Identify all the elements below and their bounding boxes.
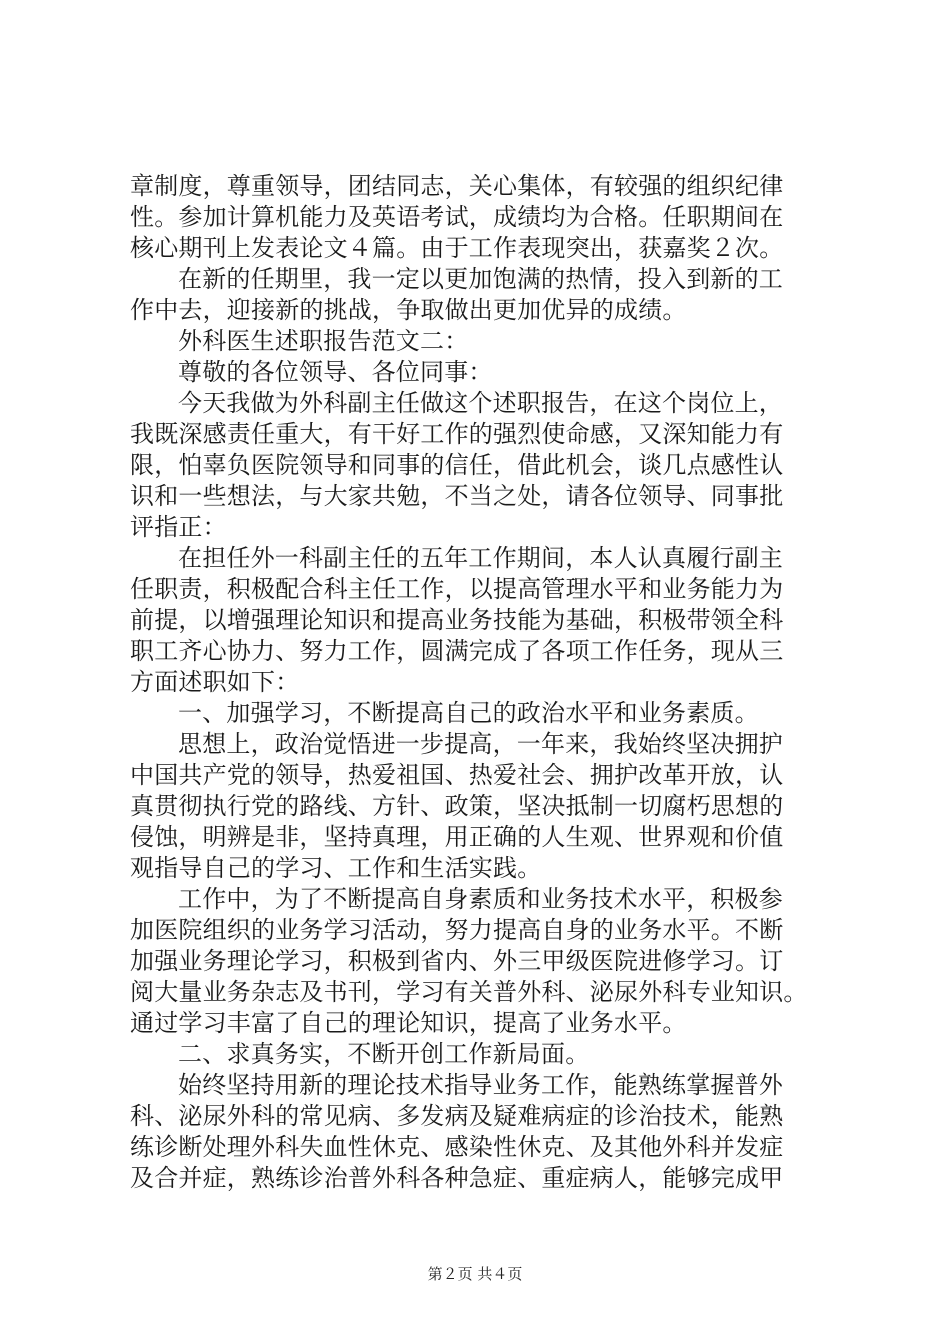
page-footer: 第２页 共４页	[427, 1265, 523, 1283]
text-line: 及合并症，熟练诊治普外科各种急症、重症病人，能够完成甲	[130, 1164, 784, 1192]
text-line: 阅大量业务杂志及书刊，学习有关普外科、泌尿外科专业知识。	[130, 978, 808, 1006]
text-line: 尊敬的各位领导、各位同事：	[178, 358, 493, 386]
text-line: 识和一些想法，与大家共勉，不当之处，请各位领导、同事批	[130, 482, 784, 510]
text-line: 限，怕辜负医院领导和同事的信任，借此机会，谈几点感性认	[130, 451, 784, 479]
text-line: 作中去，迎接新的挑战，争取做出更加优异的成绩。	[130, 296, 687, 324]
text-line: 练诊断处理外科失血性休克、感染性休克、及其他外科并发症	[130, 1133, 784, 1161]
text-line: 性。参加计算机能力及英语考试，成绩均为合格。任职期间在	[130, 203, 784, 231]
text-line: 外科医生述职报告范文二：	[178, 327, 469, 355]
text-line: 二、求真务实，不断开创工作新局面。	[178, 1040, 590, 1068]
text-line: 思想上，政治觉悟进一步提高，一年来，我始终坚决拥护	[178, 730, 783, 758]
text-line: 章制度，尊重领导，团结同志，关心集体，有较强的组织纪律	[130, 172, 784, 200]
text-line: 中国共产党的领导，热爱祖国、热爱社会、拥护改革开放，认	[130, 761, 784, 789]
text-line: 科、泌尿外科的常见病、多发病及疑难病症的诊治技术，能熟	[130, 1102, 784, 1130]
text-line: 始终坚持用新的理论技术指导业务工作，能熟练掌握普外	[178, 1071, 783, 1099]
text-line: 前提，以增强理论知识和提高业务技能为基础，积极带领全科	[130, 606, 784, 634]
text-line: 任职责，积极配合科主任工作，以提高管理水平和业务能力为	[130, 575, 784, 603]
text-line: 方面述职如下：	[130, 668, 300, 696]
text-line: 职工齐心协力、努力工作，圆满完成了各项工作任务，现从三	[130, 637, 784, 665]
text-line: 核心期刊上发表论文４篇。由于工作表现突出，获嘉奖２次。	[130, 234, 784, 262]
text-line: 侵蚀，明辨是非，坚持真理，用正确的人生观、世界观和价值	[130, 823, 784, 851]
document-body	[130, 171, 830, 1194]
text-line: 通过学习丰富了自己的理论知识，提高了业务水平。	[130, 1009, 687, 1037]
text-line: 加医院组织的业务学习活动，努力提高自身的业务水平。不断	[130, 916, 784, 944]
text-line: 观指导自己的学习、工作和生活实践。	[130, 854, 542, 882]
text-line: 我既深感责任重大，有干好工作的强烈使命感，又深知能力有	[130, 420, 784, 448]
text-line: 今天我做为外科副主任做这个述职报告，在这个岗位上，	[178, 389, 783, 417]
text-line: 一、加强学习，不断提高自己的政治水平和业务素质。	[178, 699, 759, 727]
text-line: 评指正：	[130, 513, 227, 541]
text-line: 在新的任期里，我一定以更加饱满的热情，投入到新的工	[178, 265, 783, 293]
text-line: 工作中，为了不断提高自身素质和业务技术水平，积极参	[178, 885, 783, 913]
text-line: 加强业务理论学习，积极到省内、外三甲级医院进修学习。订	[130, 947, 784, 975]
text-line: 在担任外一科副主任的五年工作期间，本人认真履行副主	[178, 544, 783, 572]
text-line: 真贯彻执行党的路线、方针、政策，坚决抵制一切腐朽思想的	[130, 792, 784, 820]
